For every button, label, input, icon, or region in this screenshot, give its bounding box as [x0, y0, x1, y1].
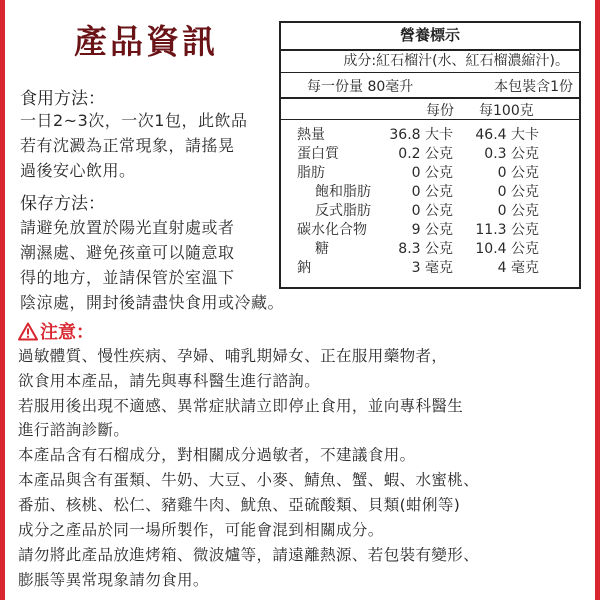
per-serving-value: 9 公克 — [411, 222, 453, 238]
nutrient-label: 熱量 — [297, 127, 325, 143]
nutrient-label: 反式脂肪 — [315, 203, 371, 219]
nutrient-label: 鈉 — [297, 260, 311, 276]
per-100-value: 0 公克 — [497, 184, 539, 200]
per-100-value: 0 公克 — [497, 165, 539, 181]
per-100-value: 0 公克 — [497, 203, 539, 219]
usage-line: 一日2~3次，一次1包，此飲品 — [20, 111, 248, 130]
nutrient-row-saturated-fat — [281, 181, 579, 199]
caution-heading: 注意： — [40, 322, 94, 343]
per-serving-value: 0 公克 — [411, 184, 453, 200]
storage-line: 得的地方，並請保管於室溫下 — [20, 268, 235, 287]
per-100-value: 10.4 公克 — [475, 241, 539, 257]
caution-line: 若服用後出現不適感、異常症狀請立即停止食用，並向專科醫生 — [18, 397, 464, 415]
caution-line: 進行諮詢診斷。 — [18, 421, 130, 439]
per-100-value: 0.3 公克 — [484, 146, 539, 162]
nutrient-label: 糖 — [315, 241, 329, 257]
nutrient-row-fat — [281, 162, 579, 180]
nutrient-label: 蛋白質 — [297, 146, 339, 162]
nutrition-panel — [279, 21, 581, 289]
per-serving-value: 3 毫克 — [411, 260, 453, 276]
caution-line: 膨脹等異常現象請勿食用。 — [18, 571, 209, 589]
nutrient-label: 碳水化合物 — [297, 222, 367, 238]
page-title: 產品資訊 — [74, 22, 218, 61]
storage-line: 陰涼處，開封後請盡快食用或冷藏。 — [20, 293, 285, 312]
caution-line: 成分之產品於同一場所製作，可能會混到相關成分。 — [18, 521, 384, 539]
caution-heading-row — [18, 318, 94, 344]
caution-line: 過敏體質、慢性疾病、孕婦、哺乳期婦女、正在服用藥物者， — [18, 347, 448, 365]
divider — [281, 97, 579, 99]
col-header-per-100: 每100克 — [479, 103, 534, 119]
nutrient-row-carbohydrate — [281, 219, 579, 237]
divider — [281, 72, 579, 73]
nutrient-row-sugar — [281, 238, 579, 256]
per-serving-value: 36.8 大卡 — [389, 127, 453, 143]
per-serving-value: 8.3 公克 — [398, 241, 453, 257]
divider — [281, 119, 579, 120]
serving-size: 每一份量 80毫升 — [307, 79, 414, 95]
storage-heading: 保存方法： — [20, 194, 105, 214]
per-serving-value: 0 公克 — [411, 165, 453, 181]
nutrient-row-sodium — [281, 257, 579, 275]
nutrient-row-trans-fat — [281, 200, 579, 218]
caution-line: 番茄、核桃、松仁、豬雞牛肉、魷魚、亞硫酸類、貝類(蚶俐等) — [18, 496, 461, 514]
usage-line: 若有沈澱為正常現象，請搖晃 — [20, 136, 235, 155]
caution-line: 請勿將此產品放進烤箱、微波爐等，請遠離熱源、若包裝有變形、 — [18, 546, 480, 564]
per-100-value: 46.4 大卡 — [475, 127, 539, 143]
caution-line: 欲食用本產品，請先與專科醫生進行諮詢。 — [18, 372, 321, 390]
warning-triangle-icon — [18, 322, 38, 341]
col-header-per-serving: 每份 — [426, 103, 454, 119]
usage-heading: 食用方法： — [20, 89, 105, 109]
caution-line: 本產品與含有蛋類、牛奶、大豆、小麥、鯖魚、蟹、蝦、水蜜桃、 — [18, 471, 480, 489]
caution-line: 本產品含有石榴成分，對相關成分過敏者，不建議食用。 — [18, 446, 416, 464]
storage-line: 請避免放置於陽光直射處或者 — [20, 218, 235, 237]
per-serving-value: 0.2 公克 — [398, 146, 453, 162]
per-100-value: 4 毫克 — [497, 260, 539, 276]
nutrition-title: 營養標示 — [399, 26, 460, 44]
per-serving-value: 0 公克 — [411, 203, 453, 219]
nutrient-row-protein — [281, 143, 579, 161]
storage-line: 潮濕處、避免孩童可以隨意取 — [20, 243, 235, 262]
per-100-value: 11.3 公克 — [475, 222, 539, 238]
nutrient-label: 飽和脂肪 — [315, 184, 371, 200]
ingredients: 成分:紅石榴汁(水、紅石榴濃縮汁)。 — [343, 53, 569, 69]
usage-line: 過後安心飲用。 — [20, 161, 136, 180]
nutrient-row-energy — [281, 124, 579, 142]
nutrient-label: 脂肪 — [297, 165, 325, 181]
servings-per-package: 本包裝含1份 — [494, 79, 573, 95]
